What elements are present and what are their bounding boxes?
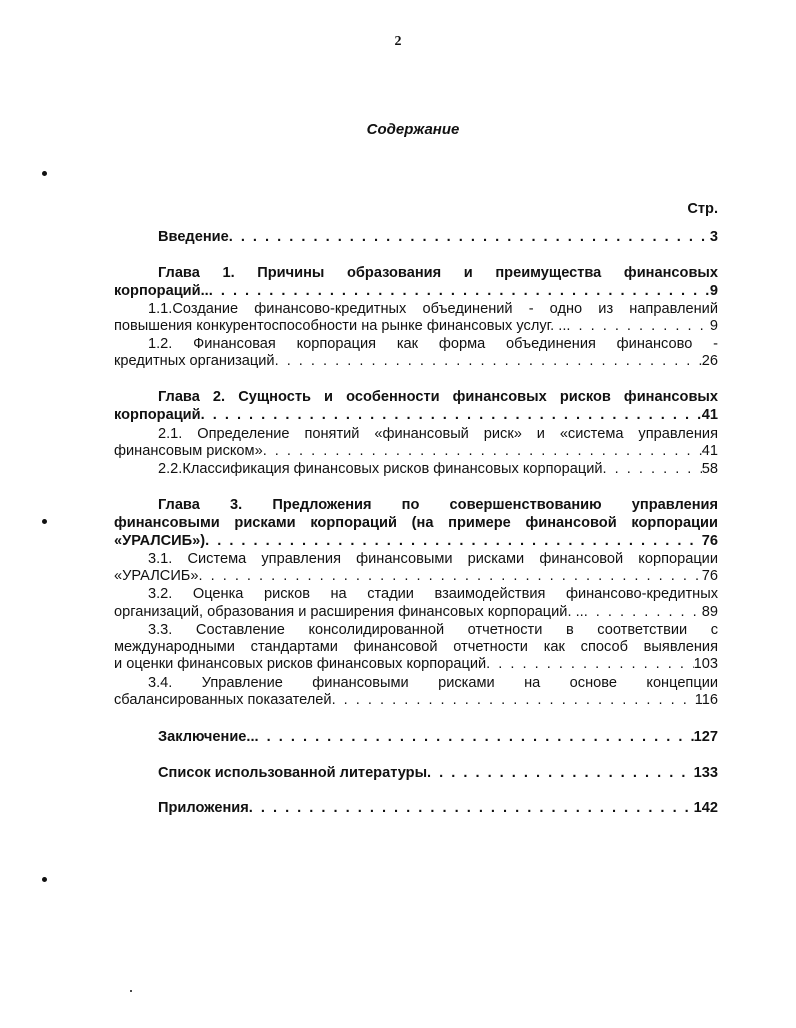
toc-section-1-2-cont[interactable]: [114, 353, 718, 371]
toc-section-label: и оценки финансовых рисков финансовых корпораций: [114, 656, 487, 672]
page-title: Содержание: [366, 121, 460, 138]
toc-section-1-2[interactable]: 1.2. Финансовая корпорация как форма объединения финансово -: [148, 336, 718, 352]
toc-section-3-3-cont2[interactable]: [114, 656, 718, 674]
toc-chapter3-page: 76: [701, 533, 718, 549]
toc-conclusion-page: 127: [693, 729, 718, 745]
dot-leader: [209, 283, 710, 301]
toc-appendices-label: Приложения: [158, 800, 249, 816]
toc-section-3-2[interactable]: 3.2. Оценка рисков на стадии взаимодействия финансово-кредитных: [148, 586, 718, 602]
dot-leader: [229, 229, 710, 247]
dot-leader: [249, 800, 694, 818]
dot-leader: [584, 604, 702, 622]
toc-chapter2-cont[interactable]: [114, 407, 718, 425]
page-number: 2: [394, 34, 402, 49]
toc-section-label: повышения конкурентоспособности на рынке финансовых услуг. ..: [114, 318, 567, 334]
margin-dot: [42, 519, 47, 524]
toc-chapter3-label: «УРАЛСИБ»): [114, 533, 206, 549]
margin-dot: [42, 171, 47, 176]
toc-chapter1-cont[interactable]: [114, 283, 718, 301]
toc-section-label: 2.2.Классификация финансовых рисков финансовых корпораций: [158, 461, 603, 477]
toc-chapter3-cont[interactable]: [114, 533, 718, 551]
toc-chapter1-page: 9: [709, 283, 718, 299]
toc-section-1-1-cont[interactable]: [114, 318, 718, 336]
margin-dot: [130, 990, 132, 992]
toc-section-1-1[interactable]: 1.1.Создание финансово-кредитных объединений - одно из направлений: [148, 301, 718, 317]
dot-leader: [205, 533, 702, 551]
toc-section-3-3[interactable]: 3.3. Составление консолидированной отчетности в соответствии с: [148, 622, 718, 638]
toc-section-page: 41: [701, 443, 718, 459]
toc-section-page: 89: [701, 604, 718, 620]
toc-conclusion-label: Заключение..: [158, 729, 255, 745]
page-column-label: Стр.: [687, 201, 718, 217]
toc-chapter2-label: корпораций: [114, 407, 201, 423]
toc-chapter2-page: 41: [701, 407, 718, 423]
toc-appendices-page: 142: [693, 800, 718, 816]
toc-references-label: Список использованной литературы: [158, 765, 428, 781]
toc-section-3-1-cont[interactable]: [114, 568, 718, 586]
toc-section-page: 9: [709, 318, 718, 334]
toc-section-page: 26: [701, 353, 718, 369]
toc-chapter1-title[interactable]: Глава 1. Причины образования и преимущества финансовых: [158, 265, 718, 281]
toc-intro-page: 3: [709, 229, 718, 245]
toc-intro-label: Введение: [158, 229, 229, 245]
toc-references-page: 133: [693, 765, 718, 781]
toc-section-3-4[interactable]: 3.4. Управление финансовыми рисками на основе концепции: [148, 675, 718, 691]
toc-section-page: 116: [694, 692, 718, 708]
dot-leader: [201, 407, 702, 425]
dot-leader: [199, 568, 702, 586]
toc-chapter1-label: корпораций..: [114, 283, 209, 299]
toc-section-label: финансовым риском»: [114, 443, 263, 459]
toc-conclusion[interactable]: [114, 729, 718, 747]
toc-section-page: 76: [701, 568, 718, 584]
dot-leader: [566, 318, 709, 336]
toc-section-2-1[interactable]: 2.1. Определение понятий «финансовый риск» и «система управления: [158, 426, 718, 442]
toc-section-3-1[interactable]: 3.1. Система управления финансовыми рисками финансовой корпорации: [148, 551, 718, 567]
toc-section-3-2-cont[interactable]: [114, 604, 718, 622]
toc-section-label: организаций, образования и расширения финансовых корпораций. ..: [114, 604, 584, 620]
margin-dot: [42, 877, 47, 882]
toc-section-2-1-cont[interactable]: [114, 443, 718, 461]
toc-chapter3-title[interactable]: Глава 3. Предложения по совершенствованию управления: [158, 497, 718, 513]
toc-section-label: кредитных организаций: [114, 353, 275, 369]
toc-section-page: 58: [701, 461, 718, 477]
toc-section-label: сбалансированных показателей: [114, 692, 332, 708]
dot-leader: [275, 353, 702, 371]
toc-references[interactable]: [114, 765, 718, 783]
toc-section-2-2[interactable]: [114, 461, 718, 479]
toc-intro[interactable]: [114, 229, 718, 247]
toc-section-3-4-cont[interactable]: [114, 692, 718, 710]
toc-section-label: «УРАЛСИБ»: [114, 568, 199, 584]
toc-section-3-3-cont[interactable]: международными стандартами финансовой отчетности как способ выявления: [114, 639, 718, 655]
toc-appendices[interactable]: [114, 800, 718, 818]
toc-chapter3-title-2[interactable]: финансовыми рисками корпораций (на примере финансовой корпорации: [114, 515, 718, 531]
dot-leader: [263, 443, 702, 461]
dot-leader: [332, 692, 695, 710]
dot-leader: [486, 656, 693, 674]
dot-leader: [427, 765, 694, 783]
toc-chapter2-title[interactable]: Глава 2. Сущность и особенности финансовых рисков финансовых: [158, 389, 718, 405]
dot-leader: [255, 729, 694, 747]
toc-section-page: 103: [693, 656, 718, 672]
dot-leader: [603, 461, 702, 479]
